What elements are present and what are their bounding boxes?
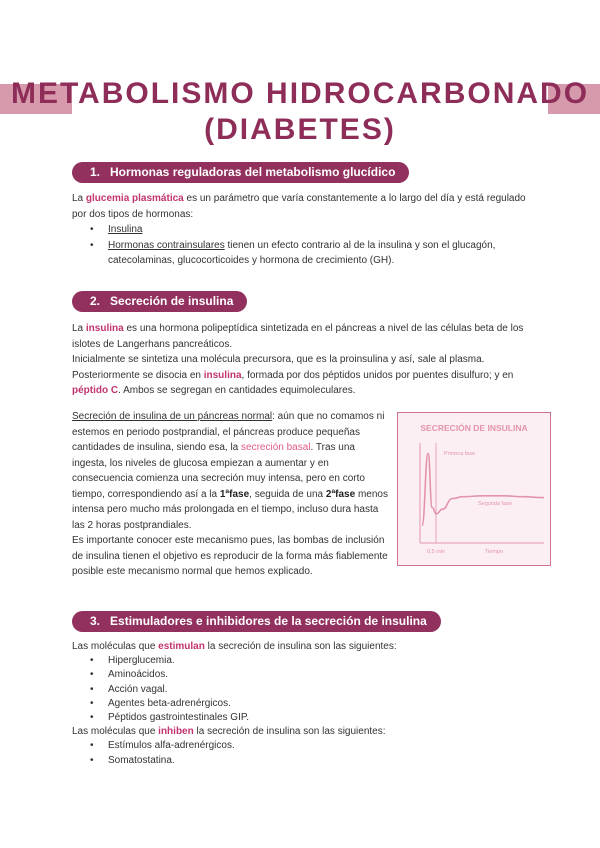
paragraph (72, 725, 532, 739)
text: la secreción de insulina son las siguientes: (193, 726, 386, 738)
list-item: • Aminoácidos. (72, 668, 532, 682)
section-1-body (72, 191, 532, 269)
list-item (72, 222, 532, 238)
hormone-list (72, 222, 532, 269)
text: es un parámetro que varía constantemente a lo largo del día y está regulado por dos tipos de hormonas: (72, 193, 526, 220)
text: Secreción de insulina de un páncreas normal (72, 411, 273, 422)
highlight: estimulan (158, 641, 205, 652)
section-2-heading (72, 291, 247, 312)
text: Posteriormente se disocia en (72, 369, 204, 381)
section-2-intro (72, 321, 532, 399)
list-item: • Estímulos alfa-adrenérgicos. (72, 739, 532, 753)
paragraph (72, 191, 532, 222)
text: la secreción de insulina son las siguientes: (204, 641, 397, 652)
stimulators-list (72, 654, 532, 725)
text: tienen un efecto contrario al de la insulina y son el glucagón, catecolaminas, glucocorticoides y hormona de crecimiento (GH). (108, 239, 496, 266)
section-number: 2. (90, 294, 101, 308)
paragraph (72, 321, 532, 352)
text: : aún que no comamos ni estemos en periodo postprandial, el páncreas produce pequeñas cantidades de insulina, siendo esa, la (72, 411, 385, 453)
text: , formada por dos péptidos unidos por puentes disulfuro; y en (241, 369, 514, 381)
list-item (72, 238, 532, 269)
page-subtitle: (DIABETES) (204, 113, 396, 146)
list-item: • Somatostatina. (72, 754, 532, 768)
paragraph: Es importante conocer este mecanismo pues, las bombas de inclusión de insulina tienen el objetivo es reproducir de la forma más fiablemente posible este mecanismo normal que hemos explicado. (72, 535, 388, 577)
text: La (72, 193, 86, 204)
highlight: secreción basal (241, 442, 311, 453)
page-title: METABOLISMO HIDROCARBONADO (10, 77, 590, 110)
section-title: Estimuladores e inhibidores de la secreción de insulina (110, 614, 427, 628)
paragraph (72, 368, 532, 399)
secretion-curve (422, 454, 544, 526)
text: Las moléculas que (72, 726, 159, 738)
chart-svg (398, 413, 550, 565)
section-2-normal-secretion (72, 409, 388, 580)
section-1-heading (72, 162, 409, 183)
text: . Ambos se segregan en cantidades equimoleculares. (118, 385, 356, 396)
highlight: insulina (85, 323, 124, 334)
highlight: insulina (203, 369, 242, 381)
text: La (72, 323, 86, 334)
section-3-heading (72, 611, 441, 632)
section-title: Secreción de insulina (110, 294, 234, 308)
text: menos intensa pero mucho más prolongada en el tiempo, incluso dura hasta las 2 horas postprandiales. (72, 488, 388, 531)
text: es una hormona polipeptídica sintetizada en el páncreas a nivel de las células beta de los islotes de Langerhans pancreáticos. (72, 323, 524, 350)
text: , seguida de una (249, 488, 326, 500)
section-number: 3. (90, 614, 101, 628)
list-item: • Acción vagal. (72, 683, 532, 697)
list-item: • Hiperglucemia. (72, 654, 532, 668)
paragraph: Inicialmente se sintetiza una molécula precursora, que es la proinsulina y así, sale al plasma. (72, 354, 485, 365)
x-axis-label: Tiempo (484, 549, 504, 555)
text: Las moléculas que (72, 641, 159, 652)
list-item: • Agentes beta-adrenérgicos. (72, 697, 532, 711)
phase-2-label: Segunda fase (478, 501, 512, 507)
section-3-body (72, 640, 532, 768)
list-item: • Péptidos gastrointestinales GIP. (72, 711, 532, 725)
section-number: 1. (90, 165, 101, 179)
highlight: péptido C (72, 385, 119, 396)
bold-text: 2ªfase (325, 488, 356, 500)
paragraph (72, 409, 388, 533)
section-title: Hormonas reguladoras del metabolismo glucídico (110, 165, 396, 179)
bold-text: 1ªfase (219, 488, 250, 500)
text: . Tras una ingesta, los niveles de glucosa empiezan a aumentar y en consecuencia comienza una secreción muy intensa, pero en corto tiempo, correspondiendo así a la (72, 442, 365, 500)
phase-1-label: Primera fase (444, 451, 476, 457)
highlight: glucemia plasmática (85, 193, 184, 204)
insulin-secretion-chart (397, 412, 551, 566)
x-tick-label: 0,5 min (426, 549, 446, 555)
chart-title: SECRECIÓN DE INSULINA (420, 423, 528, 433)
text: Hormonas contrainsulares (108, 239, 225, 251)
text: Insulina (108, 224, 143, 235)
inhibitors-list (72, 739, 532, 767)
highlight: inhiben (158, 726, 194, 738)
paragraph (72, 640, 532, 654)
